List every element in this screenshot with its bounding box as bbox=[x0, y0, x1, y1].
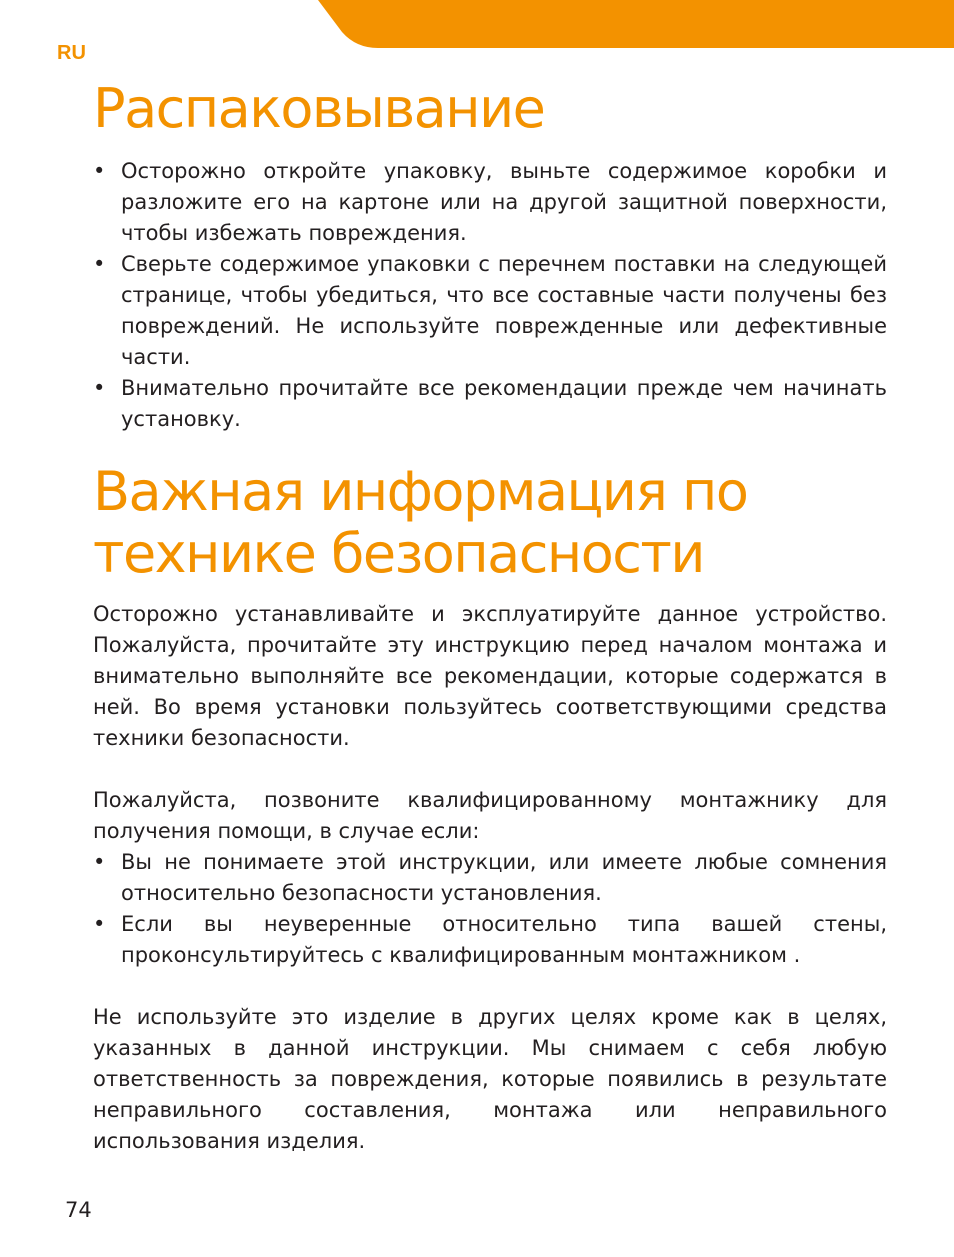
list-item-text: Внимательно прочитайте все рекомендации прежде чем начинать установку. bbox=[121, 376, 887, 431]
bullet: • bbox=[93, 159, 106, 183]
list-item-text: Если вы неуверенные относительно типа вашей стены, проконсультируйтесь с квалифицированным монтажником . bbox=[121, 912, 887, 967]
spacer bbox=[93, 754, 887, 785]
unpacking-list bbox=[93, 156, 887, 435]
list-item-text: Вы не понимаете этой инструкции, или имеете любые сомнения относительно безопасности установления. bbox=[121, 850, 887, 905]
section-title-safety: Важная информация по технике безопасности bbox=[93, 460, 748, 585]
bullet: • bbox=[93, 912, 106, 936]
page-content bbox=[93, 70, 887, 1157]
language-label: RU bbox=[57, 42, 86, 64]
bullet: • bbox=[93, 376, 106, 400]
spacer bbox=[93, 971, 887, 1002]
safety-paragraph-2: Пожалуйста, позвоните квалифицированному монтажнику для получения помощи, в случае если: bbox=[93, 788, 887, 843]
list-item bbox=[93, 249, 887, 373]
bullet: • bbox=[93, 252, 106, 276]
list-item-text: Осторожно откройте упаковку, выньте содержимое коробки и разложите его на картоне или на другой защитной поверхности, чтобы избежать повреждения. bbox=[121, 159, 887, 245]
bullet: • bbox=[93, 850, 106, 874]
list-item bbox=[93, 156, 887, 249]
section-title-unpacking: Распаковывание bbox=[93, 77, 545, 140]
page-number: 74 bbox=[65, 1198, 92, 1222]
list-item bbox=[93, 909, 887, 971]
list-item-text: Сверьте содержимое упаковки с перечнем поставки на следующей странице, чтобы убедиться, что все составные части получены без повреждений. Не используйте поврежденные или дефективные части. bbox=[121, 252, 887, 369]
safety-list bbox=[93, 847, 887, 971]
safety-paragraph-1: Осторожно устанавливайте и эксплуатируйте данное устройство. Пожалуйста, прочитайте эту инструкцию перед началом монтажа и внимательно выполняйте все рекомендации, которые содержатся в ней. Во время установки пользуйтесь соответствующими средства техники безопасности. bbox=[93, 602, 887, 750]
list-item bbox=[93, 373, 887, 435]
header-orange-band bbox=[0, 0, 954, 48]
list-item bbox=[93, 847, 887, 909]
safety-paragraph-3: Не используйте это изделие в других целях кроме как в целях, указанных в данной инструкции. Мы снимаем с себя любую ответственность за повреждения, которые появились в результате неправильного составления, монтажа или неправильного использования изделия. bbox=[93, 1005, 887, 1153]
